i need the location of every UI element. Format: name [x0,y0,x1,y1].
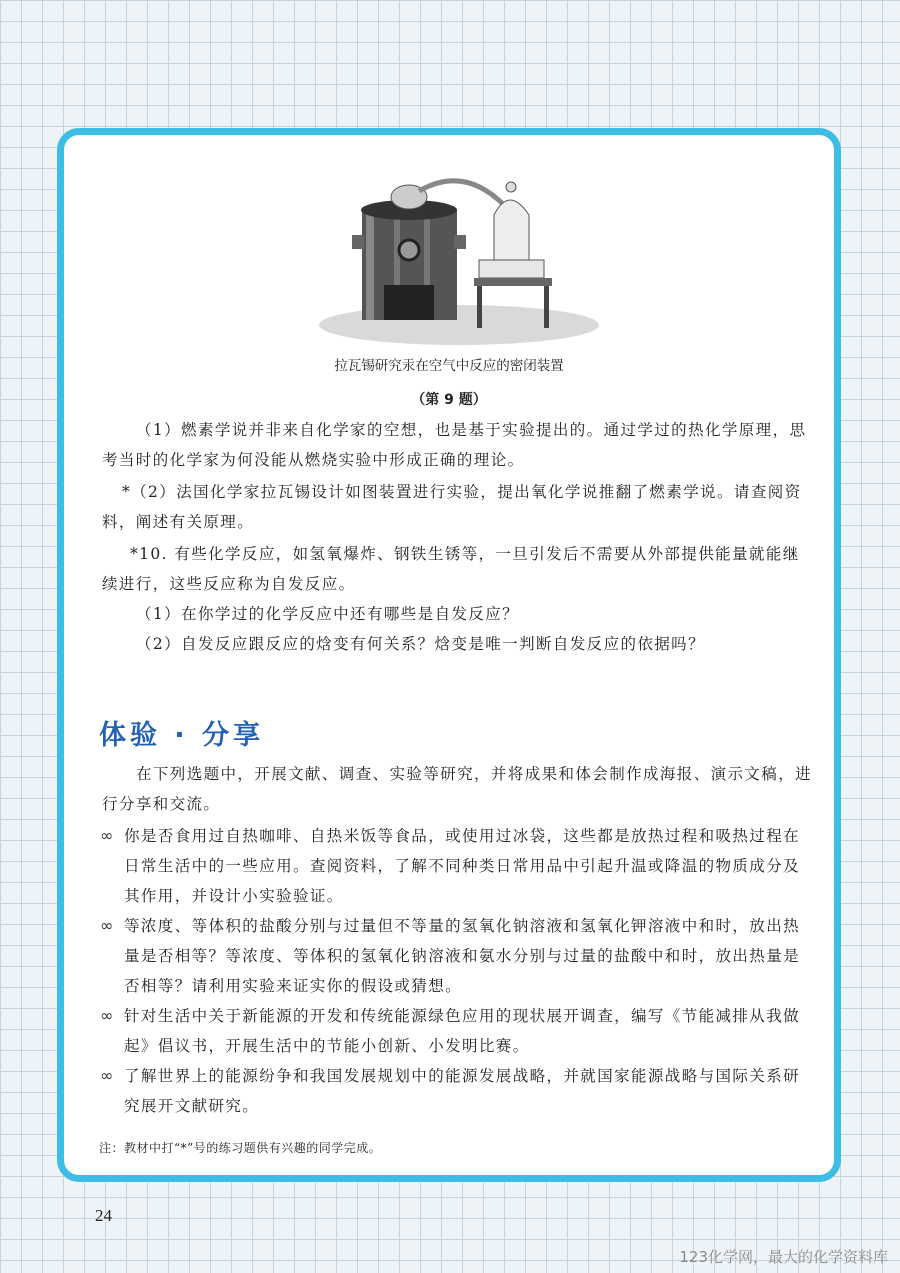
watermark-text: 123化学网，最大的化学资料库 [679,1248,888,1266]
list-item [100,821,814,911]
list-item [100,1061,814,1121]
infinity-bullet-icon: ∞ [100,1006,114,1025]
infinity-bullet-icon: ∞ [100,916,114,935]
list-item-text: 了解世界上的能源纷争和我国发展规划中的能源发展战略，并就国家能源战略与国际关系研究展开文献研究。 [124,1067,801,1115]
list-item [100,911,814,1001]
section-title: 体验 · 分享 [99,720,265,751]
list-item-text: 你是否食用过自热咖啡、自热米饭等食品，或使用过冰袋，这些都是放热过程和吸热过程在日常生活中的一些应用。查阅资料，了解不同种类日常用品中引起升温或降温的物质成分及其作用，并设计小实验验证。 [124,827,801,905]
question-10-1: （1）在你学过的化学反应中还有哪些是自发反应？ [136,605,520,623]
figure-question-label: （第 9 题） [411,392,487,408]
question-9-1: （1）燃素学说并非来自化学家的空想，也是基于实验提出的。通过学过的热化学原理，思考当时的化学家为何没能从燃烧实验中形成正确的理论。 [102,421,807,469]
question-10-2: （2）自发反应跟反应的焓变有何关系？焓变是唯一判断自发反应的依据吗？ [136,635,705,653]
question-9-2: *（2）法国化学家拉瓦锡设计如图装置进行实验，提出氧化学说推翻了燃素学说。请查阅资料，阐述有关原理。 [102,483,802,531]
figure-caption: 拉瓦锡研究汞在空气中反应的密闭装置 [334,358,564,374]
page-number: 24 [95,1206,112,1225]
list-item-text: 等浓度、等体积的盐酸分别与过量但不等量的氢氧化钠溶液和氢氧化钾溶液中和时，放出热量是否相等？等浓度、等体积的氢氧化钠溶液和氨水分别与过量的盐酸中和时，放出热量是否相等？请利用实验来证实你的假设或猜想。 [124,917,801,995]
list-item-text: 针对生活中关于新能源的开发和传统能源绿色应用的现状展开调查，编写《节能减排从我做起》倡议书，开展生活中的节能小创新、小发明比赛。 [124,1007,801,1055]
question-10: *10. 有些化学反应，如氢氧爆炸、钢铁生锈等，一旦引发后不需要从外部提供能量就能继续进行，这些反应称为自发反应。 [102,545,800,593]
section-intro: 在下列选题中，开展文献、调查、实验等研究，并将成果和体会制作成海报、演示文稿，进行分享和交流。 [102,765,813,813]
list-item [100,1001,814,1061]
content-card [57,128,841,1182]
lavoisier-apparatus-illustration [314,165,604,345]
infinity-bullet-icon: ∞ [100,826,114,845]
footnote: 注：教材中打“*”号的练习题供有兴趣的同学完成。 [99,1141,382,1155]
infinity-bullet-icon: ∞ [100,1066,114,1085]
